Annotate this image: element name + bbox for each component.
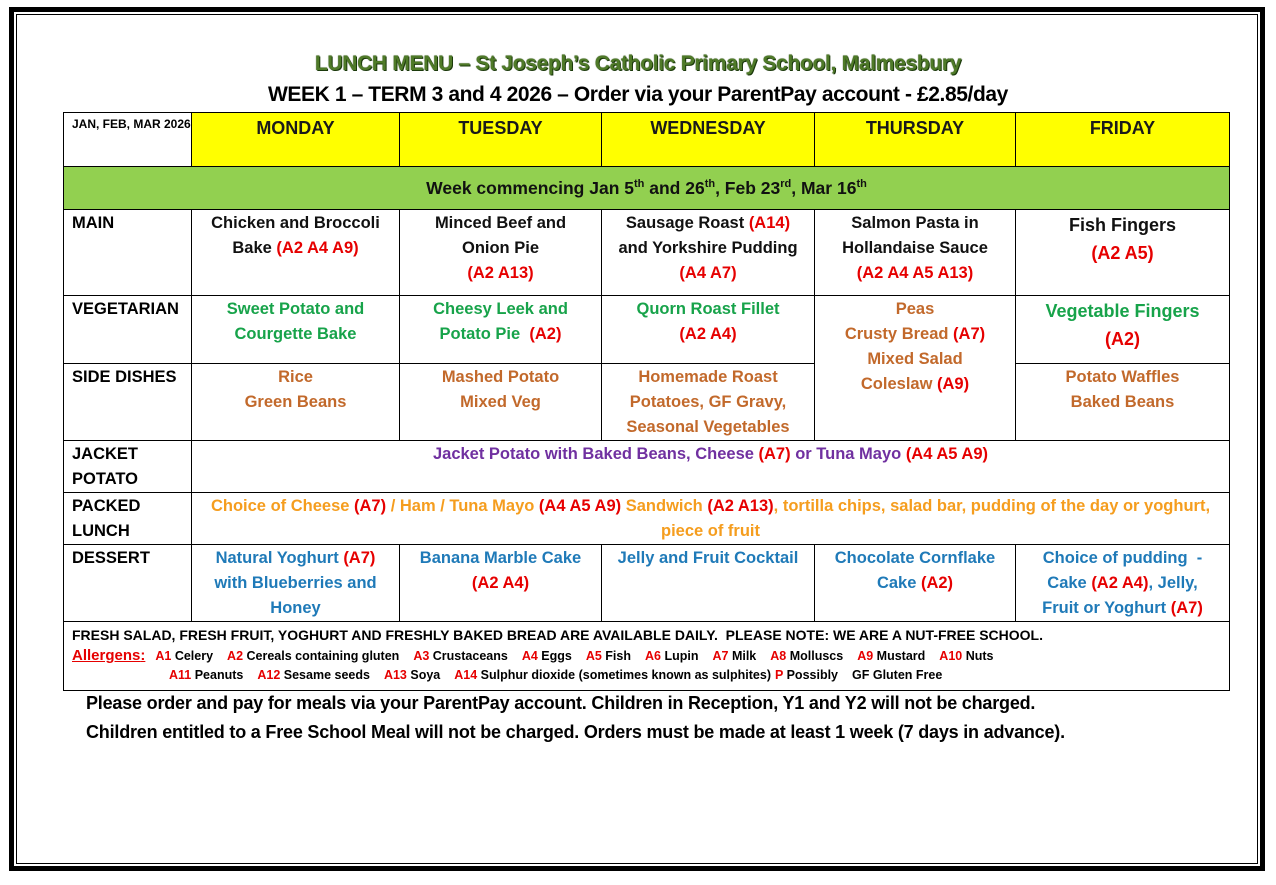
- main-row: [64, 210, 1230, 296]
- allergen-name: Peanuts: [191, 668, 244, 682]
- allergen-item: [522, 649, 572, 663]
- row-label-packed-lunch: PACKED LUNCH: [64, 493, 192, 545]
- allergen-item: [155, 649, 213, 663]
- allergen-item: [454, 668, 771, 682]
- main-monday: Chicken and Broccoli Bake (A2 A4 A9): [192, 210, 400, 296]
- allergen-name: Eggs: [537, 649, 572, 663]
- vegetarian-tuesday: Cheesy Leek and Potato Pie (A2): [400, 296, 602, 364]
- main-wednesday: Sausage Roast (A14) and Yorkshire Pudding (A4 A7): [602, 210, 815, 296]
- side-dishes-monday: Rice Green Beans: [192, 364, 400, 441]
- allergen-codes: (A2 A4 A9): [276, 239, 359, 257]
- allergen-name: Nuts: [962, 649, 994, 663]
- day-header-thursday: THURSDAY: [815, 113, 1016, 167]
- side-dishes-wednesday: Homemade Roast Potatoes, GF Gravy, Seasonal Vegetables: [602, 364, 815, 441]
- allergen-item: [939, 649, 993, 663]
- allergen-code: GF: [852, 668, 870, 682]
- side-dishes-row: [64, 364, 1230, 441]
- day-header-friday: FRIDAY: [1016, 113, 1230, 167]
- row-label-vegetarian: VEGETARIAN: [64, 296, 192, 364]
- allergen-code: P: [775, 668, 784, 682]
- row-label-jacket-potato: JACKET POTATO: [64, 441, 192, 493]
- packed-lunch-row: [64, 493, 1230, 545]
- allergen-name: Mustard: [873, 649, 926, 663]
- allergen-key-line-1: Allergens: A1 Celery A2 Cereals containing gluten A3 Crustaceans A4 Eggs A5 Fish A6 Lupin A7 Milk A8 Molluscs A9 Mustard A10 Nuts: [72, 647, 994, 664]
- side-dishes-tuesday: Mashed Potato Mixed Veg: [400, 364, 602, 441]
- main-tuesday: Minced Beef and Onion Pie (A2 A13): [400, 210, 602, 296]
- allergen-item: [227, 649, 399, 663]
- allergen-codes: (A2 A4): [679, 325, 737, 343]
- dessert-row: [64, 545, 1230, 622]
- allergen-item: [169, 668, 243, 682]
- allergen-name: Cereals containing gluten: [243, 649, 400, 663]
- allergen-item: [384, 668, 440, 682]
- menu-subtitle: WEEK 1 – TERM 3 and 4 2026 – Order via your ParentPay account - £2.85/day: [268, 83, 1008, 106]
- allergen-name: Celery: [171, 649, 214, 663]
- allergen-codes: (A7): [758, 445, 791, 463]
- allergen-codes: (A7): [953, 325, 986, 343]
- allergen-item: [586, 649, 631, 663]
- allergen-codes: (A2 A5): [1091, 243, 1154, 263]
- allergen-codes: (A2 A4 A5 A13): [856, 264, 974, 282]
- row-label-dessert: DESSERT: [64, 545, 192, 622]
- allergen-codes: (A7): [1170, 599, 1203, 617]
- footer-row: [64, 622, 1230, 691]
- term-label: JAN, FEB, MAR 2026: [64, 113, 192, 167]
- main-friday: Fish Fingers (A2 A5): [1016, 210, 1230, 296]
- side-dishes-friday: Potato Waffles Baked Beans: [1016, 364, 1230, 441]
- allergen-codes: (A2): [920, 574, 954, 592]
- allergen-code: A12: [257, 668, 281, 682]
- daily-availability-note: FRESH SALAD, FRESH FRUIT, YOGHURT AND FRESHLY BAKED BREAD ARE AVAILABLE DAILY. PLEASE NOTE: WE ARE A NUT-FREE SCHOOL.: [72, 627, 1043, 643]
- lunch-menu-table: [63, 112, 1230, 691]
- allergen-key: [72, 646, 1221, 685]
- allergens-heading: Allergens: [72, 647, 141, 664]
- main-thursday: Salmon Pasta in Hollandaise Sauce (A2 A4 A5 A13): [815, 210, 1016, 296]
- allergen-codes: (A2 A4): [1091, 574, 1149, 592]
- allergen-code: A4: [521, 649, 538, 663]
- allergen-codes: (A2 A13): [707, 497, 774, 515]
- day-header-row: [64, 113, 1230, 167]
- allergen-codes: (A9): [937, 375, 970, 393]
- allergen-codes: (A2): [1105, 329, 1140, 349]
- vegetarian-friday: Vegetable Fingers (A2): [1016, 296, 1230, 364]
- allergen-name: Molluscs: [786, 649, 844, 663]
- dessert-wednesday: Jelly and Fruit Cocktail: [602, 545, 815, 622]
- allergen-item: [645, 649, 698, 663]
- allergen-key-line-2: [72, 666, 1221, 685]
- allergen-code: A5: [585, 649, 602, 663]
- jacket-potato-row: [64, 441, 1230, 493]
- allergen-code: A6: [645, 649, 661, 663]
- vegetarian-row: [64, 296, 1230, 364]
- allergen-codes: (A14): [748, 214, 791, 232]
- allergen-name: Soya: [406, 668, 441, 682]
- allergen-code: A3: [413, 649, 430, 663]
- allergen-codes: (A4 A7): [679, 264, 737, 282]
- allergen-item: [775, 668, 838, 682]
- allergen-item: [857, 649, 925, 663]
- row-label-main: MAIN: [64, 210, 192, 296]
- allergen-name: Possibly: [783, 668, 839, 682]
- allergen-item: [852, 668, 942, 682]
- week-commencing-row: [64, 167, 1230, 210]
- row-label-side-dishes: SIDE DISHES: [64, 364, 192, 441]
- allergen-code: A7: [712, 649, 729, 663]
- allergen-code: A1: [155, 649, 172, 663]
- allergen-name: Crustaceans: [429, 649, 508, 663]
- dessert-tuesday: Banana Marble Cake (A2 A4): [400, 545, 602, 622]
- allergen-codes: (A2 A4): [471, 574, 530, 592]
- allergen-name: Fish: [601, 649, 631, 663]
- allergen-code: A13: [383, 668, 407, 682]
- allergen-codes: (A2): [529, 325, 562, 343]
- allergen-item: [770, 649, 843, 663]
- week-commencing-dates: Week commencing Jan 5th and 26th, Feb 23rd, Mar 16th: [64, 167, 1230, 210]
- allergen-name: Sulphur dioxide (sometimes known as sulphites): [477, 668, 771, 682]
- thursday-vegetarian-and-sides: Peas Crusty Bread (A7) Mixed Salad Coleslaw (A9): [815, 296, 1016, 441]
- ordering-note-line-2: Children entitled to a Free School Meal will not be charged. Orders must be made at least 1 week (7 days in advance).: [86, 722, 1065, 742]
- allergen-name: Lupin: [660, 649, 699, 663]
- packed-lunch-options: Choice of Cheese (A7) / Ham / Tuna Mayo (A4 A5 A9) Sandwich (A2 A13), tortilla chips, salad bar, pudding of the day or yoghurt, piece of fruit: [192, 493, 1230, 545]
- menu-title: LUNCH MENU – St Joseph’s Catholic Primary School, Malmesbury: [314, 52, 962, 75]
- dessert-thursday: Chocolate Cornflake Cake (A2): [815, 545, 1016, 622]
- vegetarian-monday: Sweet Potato and Courgette Bake: [192, 296, 400, 364]
- allergen-name: Milk: [728, 649, 757, 663]
- day-header-wednesday: WEDNESDAY: [602, 113, 815, 167]
- allergen-item: [257, 668, 370, 682]
- allergen-code: A10: [939, 649, 963, 663]
- dessert-monday: Natural Yoghurt (A7) with Blueberries and Honey: [192, 545, 400, 622]
- allergen-name: Gluten Free: [869, 668, 943, 682]
- vegetarian-wednesday: Quorn Roast Fillet (A2 A4): [602, 296, 815, 364]
- allergen-code: A11: [169, 668, 192, 682]
- footer-info: [64, 622, 1230, 691]
- allergen-item: [712, 649, 756, 663]
- allergen-item: [413, 649, 508, 663]
- ordering-notes: [86, 689, 1065, 747]
- ordering-note-line-1: Please order and pay for meals via your ParentPay account. Children in Reception, Y1 and Y2 will not be charged.: [86, 693, 1036, 713]
- allergen-codes: (A7): [354, 497, 387, 515]
- allergen-codes: (A4 A5 A9): [905, 445, 989, 463]
- dessert-friday: Choice of pudding - Cake (A2 A4), Jelly, Fruit or Yoghurt (A7): [1016, 545, 1230, 622]
- day-header-monday: MONDAY: [192, 113, 400, 167]
- allergen-code: A14: [454, 668, 478, 682]
- allergen-code: A9: [857, 649, 874, 663]
- day-header-tuesday: TUESDAY: [400, 113, 602, 167]
- jacket-potato-options: Jacket Potato with Baked Beans, Cheese (A7) or Tuna Mayo (A4 A5 A9): [192, 441, 1230, 493]
- allergen-name: Sesame seeds: [280, 668, 370, 682]
- allergen-codes: (A4 A5 A9): [538, 497, 622, 515]
- allergen-codes: (A2 A13): [467, 264, 534, 282]
- allergen-code: A8: [770, 649, 787, 663]
- allergen-code: A2: [227, 649, 244, 663]
- allergen-codes: (A7): [343, 549, 376, 567]
